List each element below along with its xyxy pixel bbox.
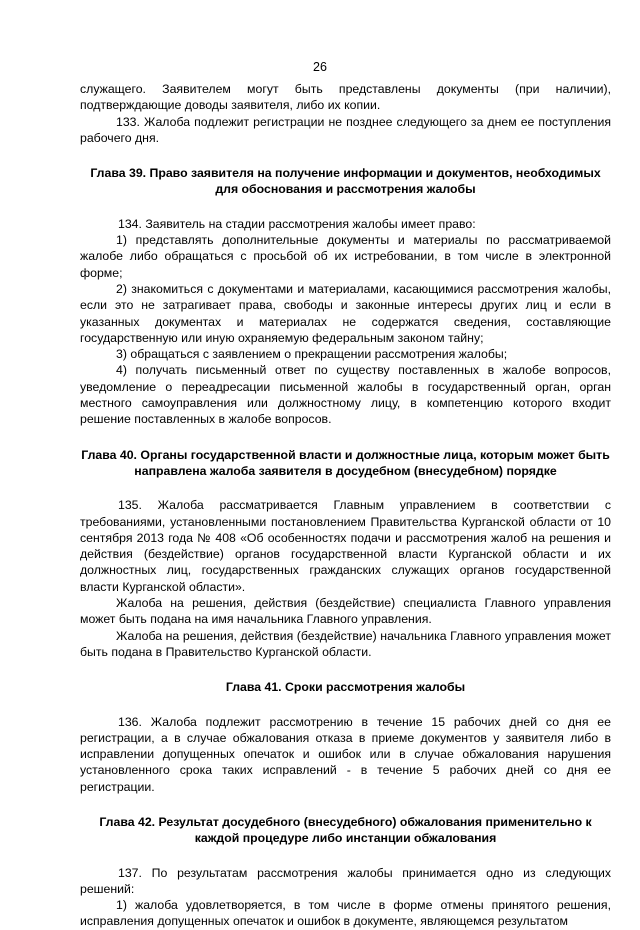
paragraph-continuation: служащего. Заявителем могут быть представлены документы (при наличии), подтверждающие доводы заявителя, либо их копии. [80,82,611,113]
chapter-40-heading: Глава 40. Органы государственной власти и должностные лица, которым может быть направлена жалоба заявителя в досудебном (внесудебном) порядке [81,447,610,478]
paragraph-134-item-3: 3) обращаться с заявлением о прекращении рассмотрения жалобы; [116,347,508,362]
paragraph-134-item-1: 1) представлять дополнительные документы и материалы по рассматриваемой жалобе либо обращаться с просьбой об их истребовании, в том числе в электронной форме; [80,233,611,280]
paragraph-134-item-4: 4) получать письменный ответ по существу поставленных в жалобе вопросов, уведомление о переадресации письменной жалобы в государственный орган, орган местного самоуправления или должностному лицу, в компетенцию которого входит решение поставленных в жалобе вопросов. [80,363,611,427]
paragraph-136: 136. Жалоба подлежит рассмотрению в течение 15 рабочих дней со дня ее регистрации, а в случае обжалования отказа в приеме документов у заявителя либо в исправлении допущенных опечаток и ошибок или в случае обжалования нарушения установленного срока таких исправлений - в течение 5 рабочих дней со дня ее регистрации. [80,714,611,794]
paragraph-137: 137. По результатам рассмотрения жалобы принимается одно из следующих решений: [80,865,611,896]
document-body [80,81,611,930]
paragraph-134-item-2: 2) знакомиться с документами и материалами, касающимися рассмотрения жалобы, если это не затрагивает права, свободы и законные интересы других лиц и если в указанных документах и материалах не содержатся сведения, составляющие государственную или иную охраняемую федеральным законом тайну; [80,281,611,345]
chapter-41-heading: Глава 41. Сроки рассмотрения жалобы [225,680,466,695]
paragraph-133: 133. Жалоба подлежит регистрации не позднее следующего за днем ее поступления рабочего дня. [80,114,611,145]
paragraph-135: 135. Жалоба рассматривается Главным управлением в соответствии с требованиями, установленными постановлением Правительства Курганской области от 10 сентября 2013 года № 408 «Об особенностях подачи и рассмотрения жалоб на решения и действия (бездействие) органов государственной власти Курганской области и их должностных лиц, государственных гражданских служащих органов государственной власти Курганской области». [80,498,611,594]
paragraph-135-specialist: Жалоба на решения, действия (бездействие) специалиста Главного управления может быть подана на имя начальника Главного управления. [80,596,611,627]
chapter-39-heading: Глава 39. Право заявителя на получение информации и документов, необходимых для обоснования и рассмотрения жалобы [90,166,601,197]
chapter-42-heading: Глава 42. Результат досудебного (внесудебного) обжалования применительно к каждой процедуре либо инстанции обжалования [99,814,592,846]
paragraph-135-head: Жалоба на решения, действия (бездействие) начальника Главного управления может быть подана в Правительство Курганской области. [80,628,611,659]
page-number: 26 [313,60,327,74]
paragraph-134: 134. Заявитель на стадии рассмотрения жалобы имеет право: [118,216,476,231]
paragraph-137-item-1: 1) жалоба удовлетворяется, в том числе в форме отмены принятого решения, исправления допущенных опечаток и ошибок в документе, являющемся результатом [80,898,611,929]
